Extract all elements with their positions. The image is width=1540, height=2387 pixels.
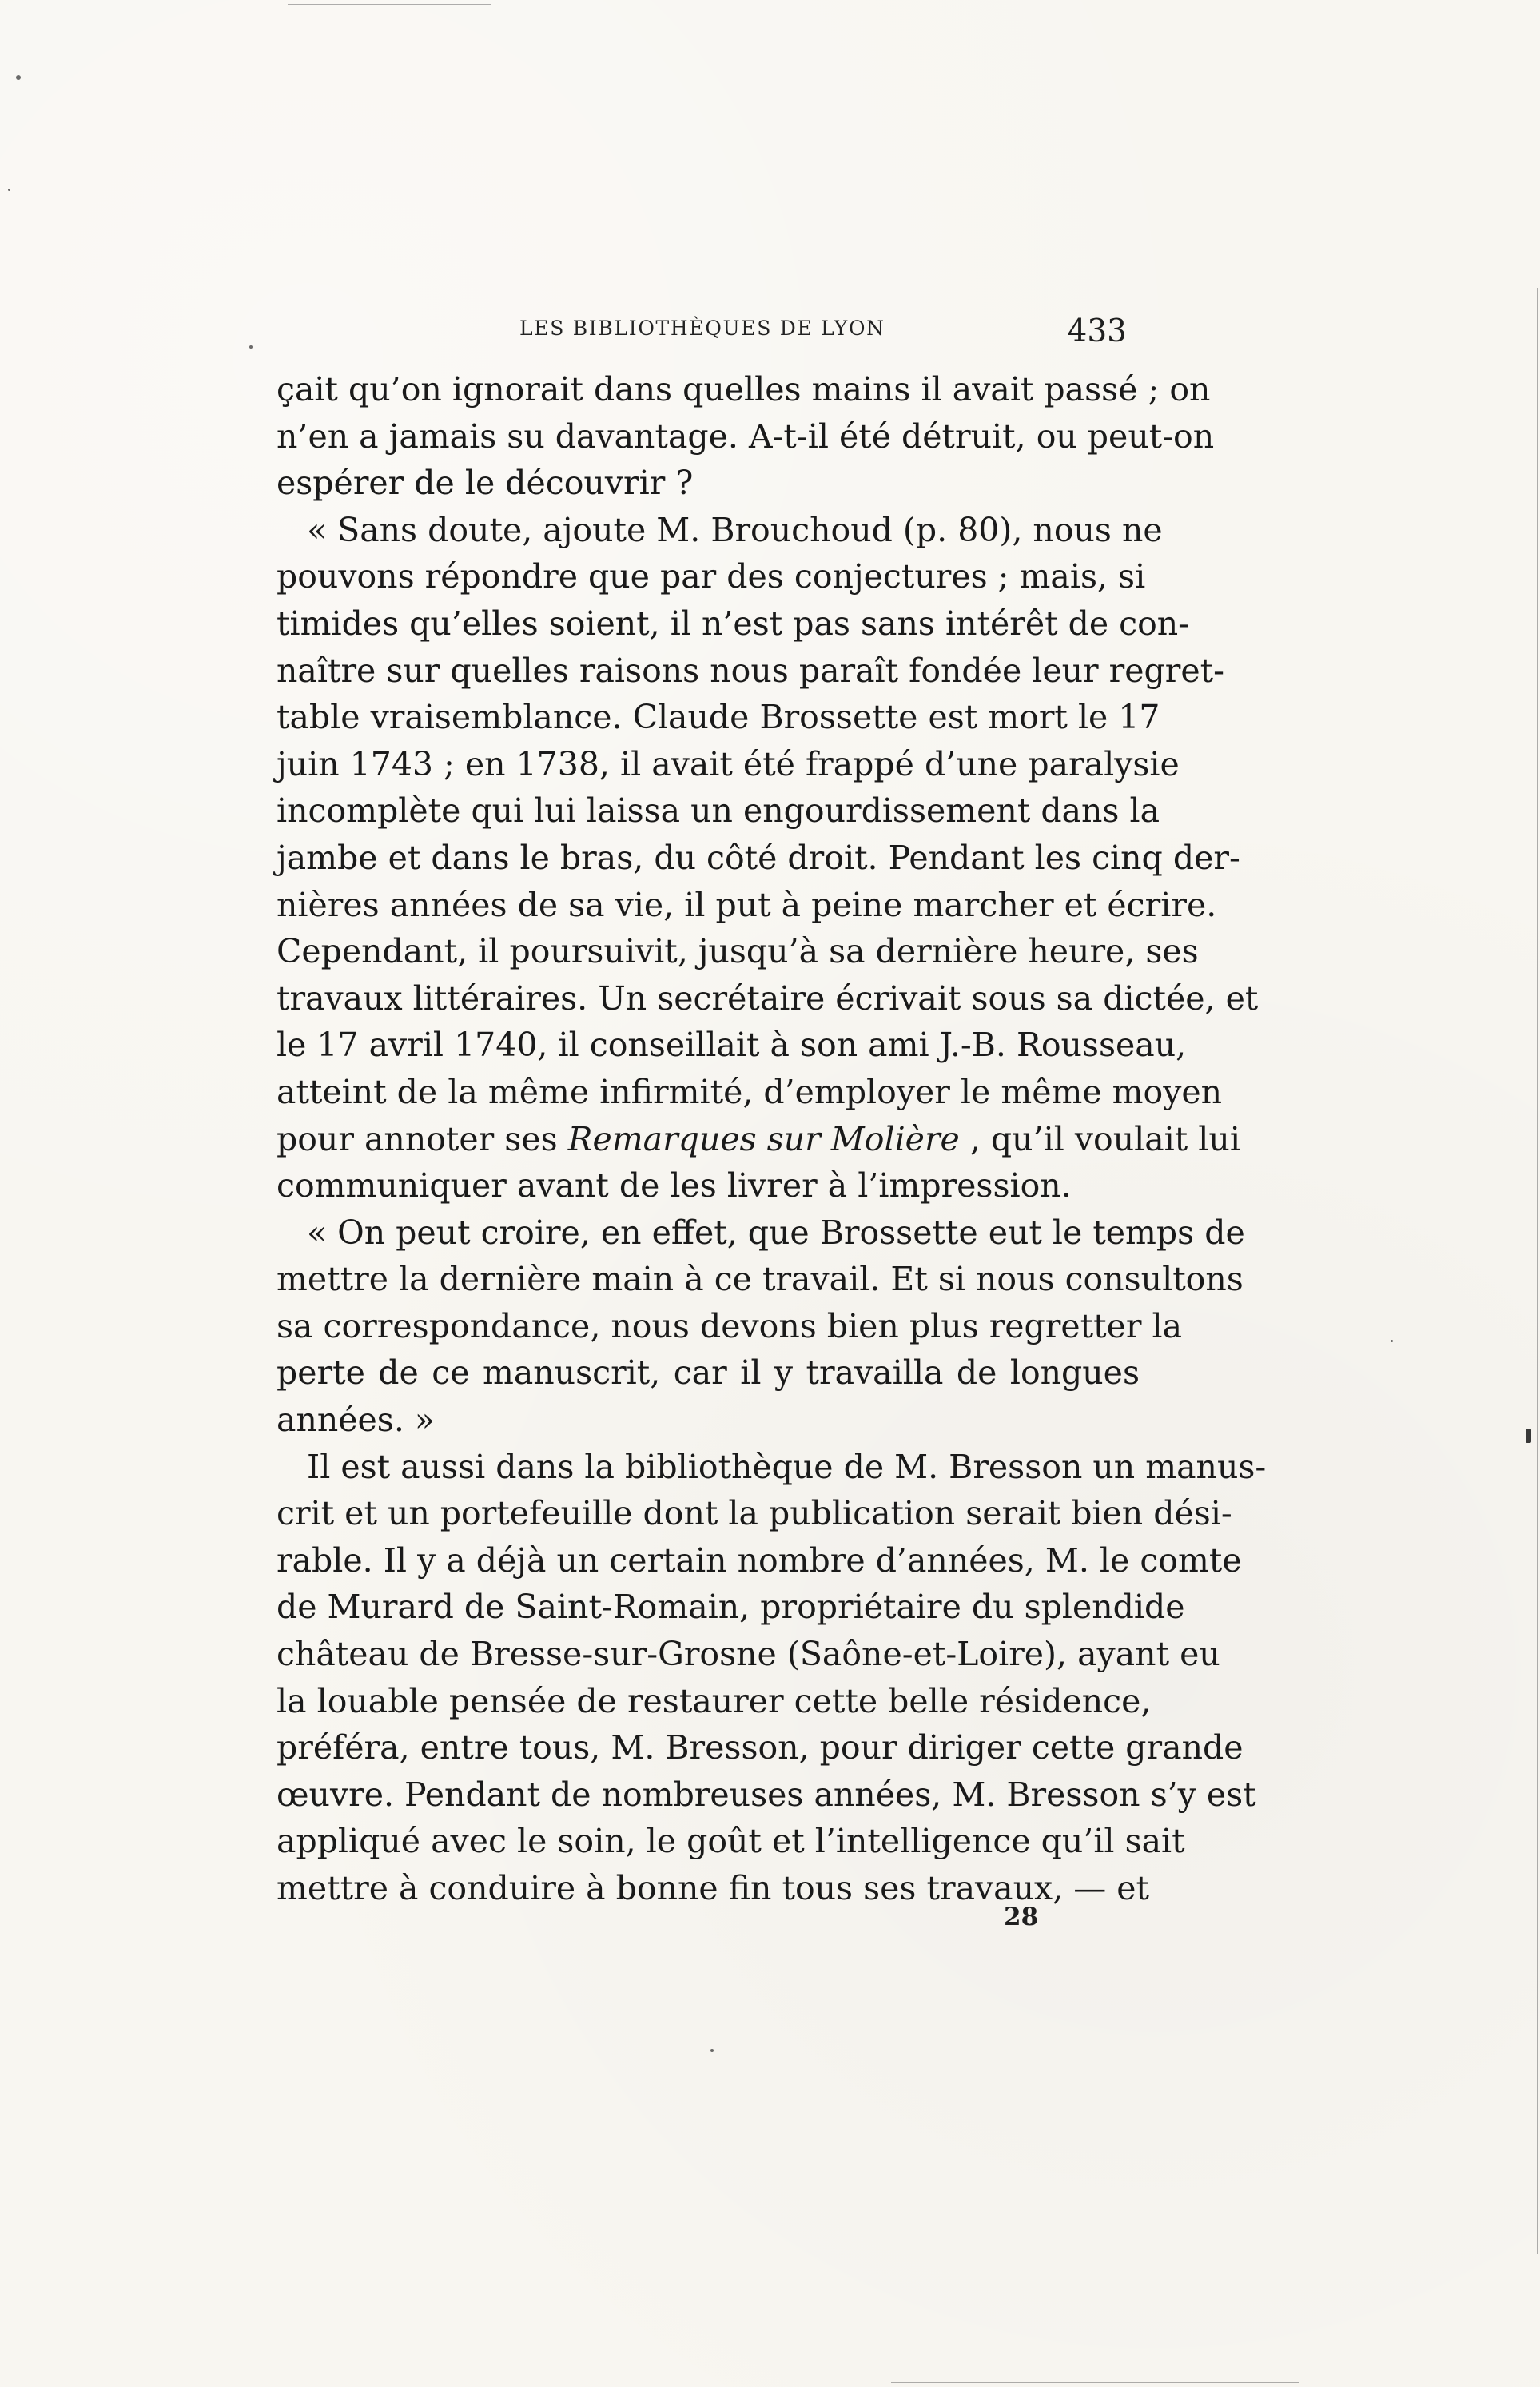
page-header bbox=[519, 313, 1127, 352]
book-title: Remarques sur Molière bbox=[567, 1119, 960, 1158]
text-line: mettre à conduire à bonne fin tous ses travaux, — et bbox=[277, 1869, 1149, 1907]
text-line: sa correspondance, nous devons bien plus regretter la bbox=[277, 1306, 1183, 1345]
main-text bbox=[277, 366, 1267, 1912]
page-number: 433 bbox=[1067, 313, 1127, 349]
text-line: nières années de sa vie, il put à peine marcher et écrire. bbox=[277, 885, 1217, 924]
text-line: çait qu’on ignorait dans quelles mains il avait passé ; on bbox=[277, 370, 1211, 408]
text-line: la louable pensée de restaurer cette belle résidence, bbox=[277, 1681, 1152, 1720]
text-line: jambe et dans le bras, du côté droit. Pendant les cinq der- bbox=[277, 838, 1240, 877]
text-line: rable. Il y a déjà un certain nombre d’années, M. le comte bbox=[277, 1540, 1242, 1580]
text-line: perte de ce manuscrit, car il y travailla de longues bbox=[277, 1353, 1140, 1393]
text-line: n’en a jamais su davantage. A-t-il été détruit, ou peut-on bbox=[277, 416, 1215, 456]
text-line: de Murard de Saint-Romain, propriétaire du splendide bbox=[277, 1588, 1185, 1627]
text-line: œuvre. Pendant de nombreuses années, M. Bresson s’y est bbox=[277, 1775, 1256, 1814]
text-line: appliqué avec le soin, le goût et l’intelligence qu’il sait bbox=[277, 1822, 1185, 1861]
text-fragment: pour annoter ses bbox=[277, 1119, 558, 1158]
right-scan-rule bbox=[1537, 288, 1538, 2254]
margin-mark-right-1 bbox=[1391, 1340, 1393, 1342]
margin-mark-bottom bbox=[710, 2049, 714, 2052]
text-line: naître sur quelles raisons nous paraît fondée leur regret- bbox=[277, 651, 1224, 690]
bottom-scan-rule bbox=[891, 2382, 1299, 2383]
text-line: années. » bbox=[277, 1401, 435, 1440]
margin-mark-top-left bbox=[16, 75, 21, 80]
top-scan-rule bbox=[288, 4, 491, 5]
text-line: « On peut croire, en effet, que Brossette eut le temps de bbox=[307, 1213, 1245, 1252]
text-line: table vraisemblance. Claude Brossette est mort le 17 bbox=[277, 698, 1160, 737]
running-head: LES BIBLIOTHÈQUES DE LYON bbox=[519, 317, 885, 340]
margin-mark-left-2 bbox=[249, 345, 253, 349]
text-line: timides qu’elles soient, il n’est pas sans intérêt de con- bbox=[277, 604, 1190, 643]
signature-mark: 28 bbox=[1004, 1903, 1039, 1931]
margin-mark-right-2 bbox=[1526, 1429, 1531, 1443]
text-line: travaux littéraires. Un secrétaire écrivait sous sa dictée, et bbox=[277, 978, 1259, 1018]
text-line: château de Bresse-sur-Grosne (Saône-et-Loire), ayant eu bbox=[277, 1635, 1220, 1674]
text-line: communiquer avant de les livrer à l’impression. bbox=[277, 1166, 1072, 1205]
text-line: incomplète qui lui laissa un engourdissement dans la bbox=[277, 791, 1160, 831]
text-line: espérer de le découvrir ? bbox=[277, 464, 694, 503]
text-line: Il est aussi dans la bibliothèque de M. Bresson un manus- bbox=[307, 1447, 1267, 1486]
text-line: Cependant, il poursuivit, jusqu’à sa dernière heure, ses bbox=[277, 932, 1199, 971]
text-line: mettre la dernière main à ce travail. Et si nous consultons bbox=[277, 1260, 1244, 1299]
text-line: juin 1743 ; en 1738, il avait été frappé d’une paralysie bbox=[277, 744, 1180, 783]
text-fragment: , qu’il voulait lui bbox=[969, 1119, 1240, 1158]
text-line: préféra, entre tous, M. Bresson, pour diriger cette grande bbox=[277, 1728, 1244, 1767]
text-line bbox=[277, 1116, 1240, 1163]
text-line: atteint de la même infirmité, d’employer le même moyen bbox=[277, 1072, 1223, 1111]
text-line: le 17 avril 1740, il conseillait à son ami J.-B. Rousseau, bbox=[277, 1026, 1187, 1065]
text-line: pouvons répondre que par des conjectures ; mais, si bbox=[277, 557, 1146, 596]
margin-mark-left-1 bbox=[8, 189, 10, 191]
text-line: « Sans doute, ajoute M. Brouchoud (p. 80), nous ne bbox=[307, 510, 1163, 549]
text-line: crit et un portefeuille dont la publication serait bien dési- bbox=[277, 1494, 1232, 1533]
